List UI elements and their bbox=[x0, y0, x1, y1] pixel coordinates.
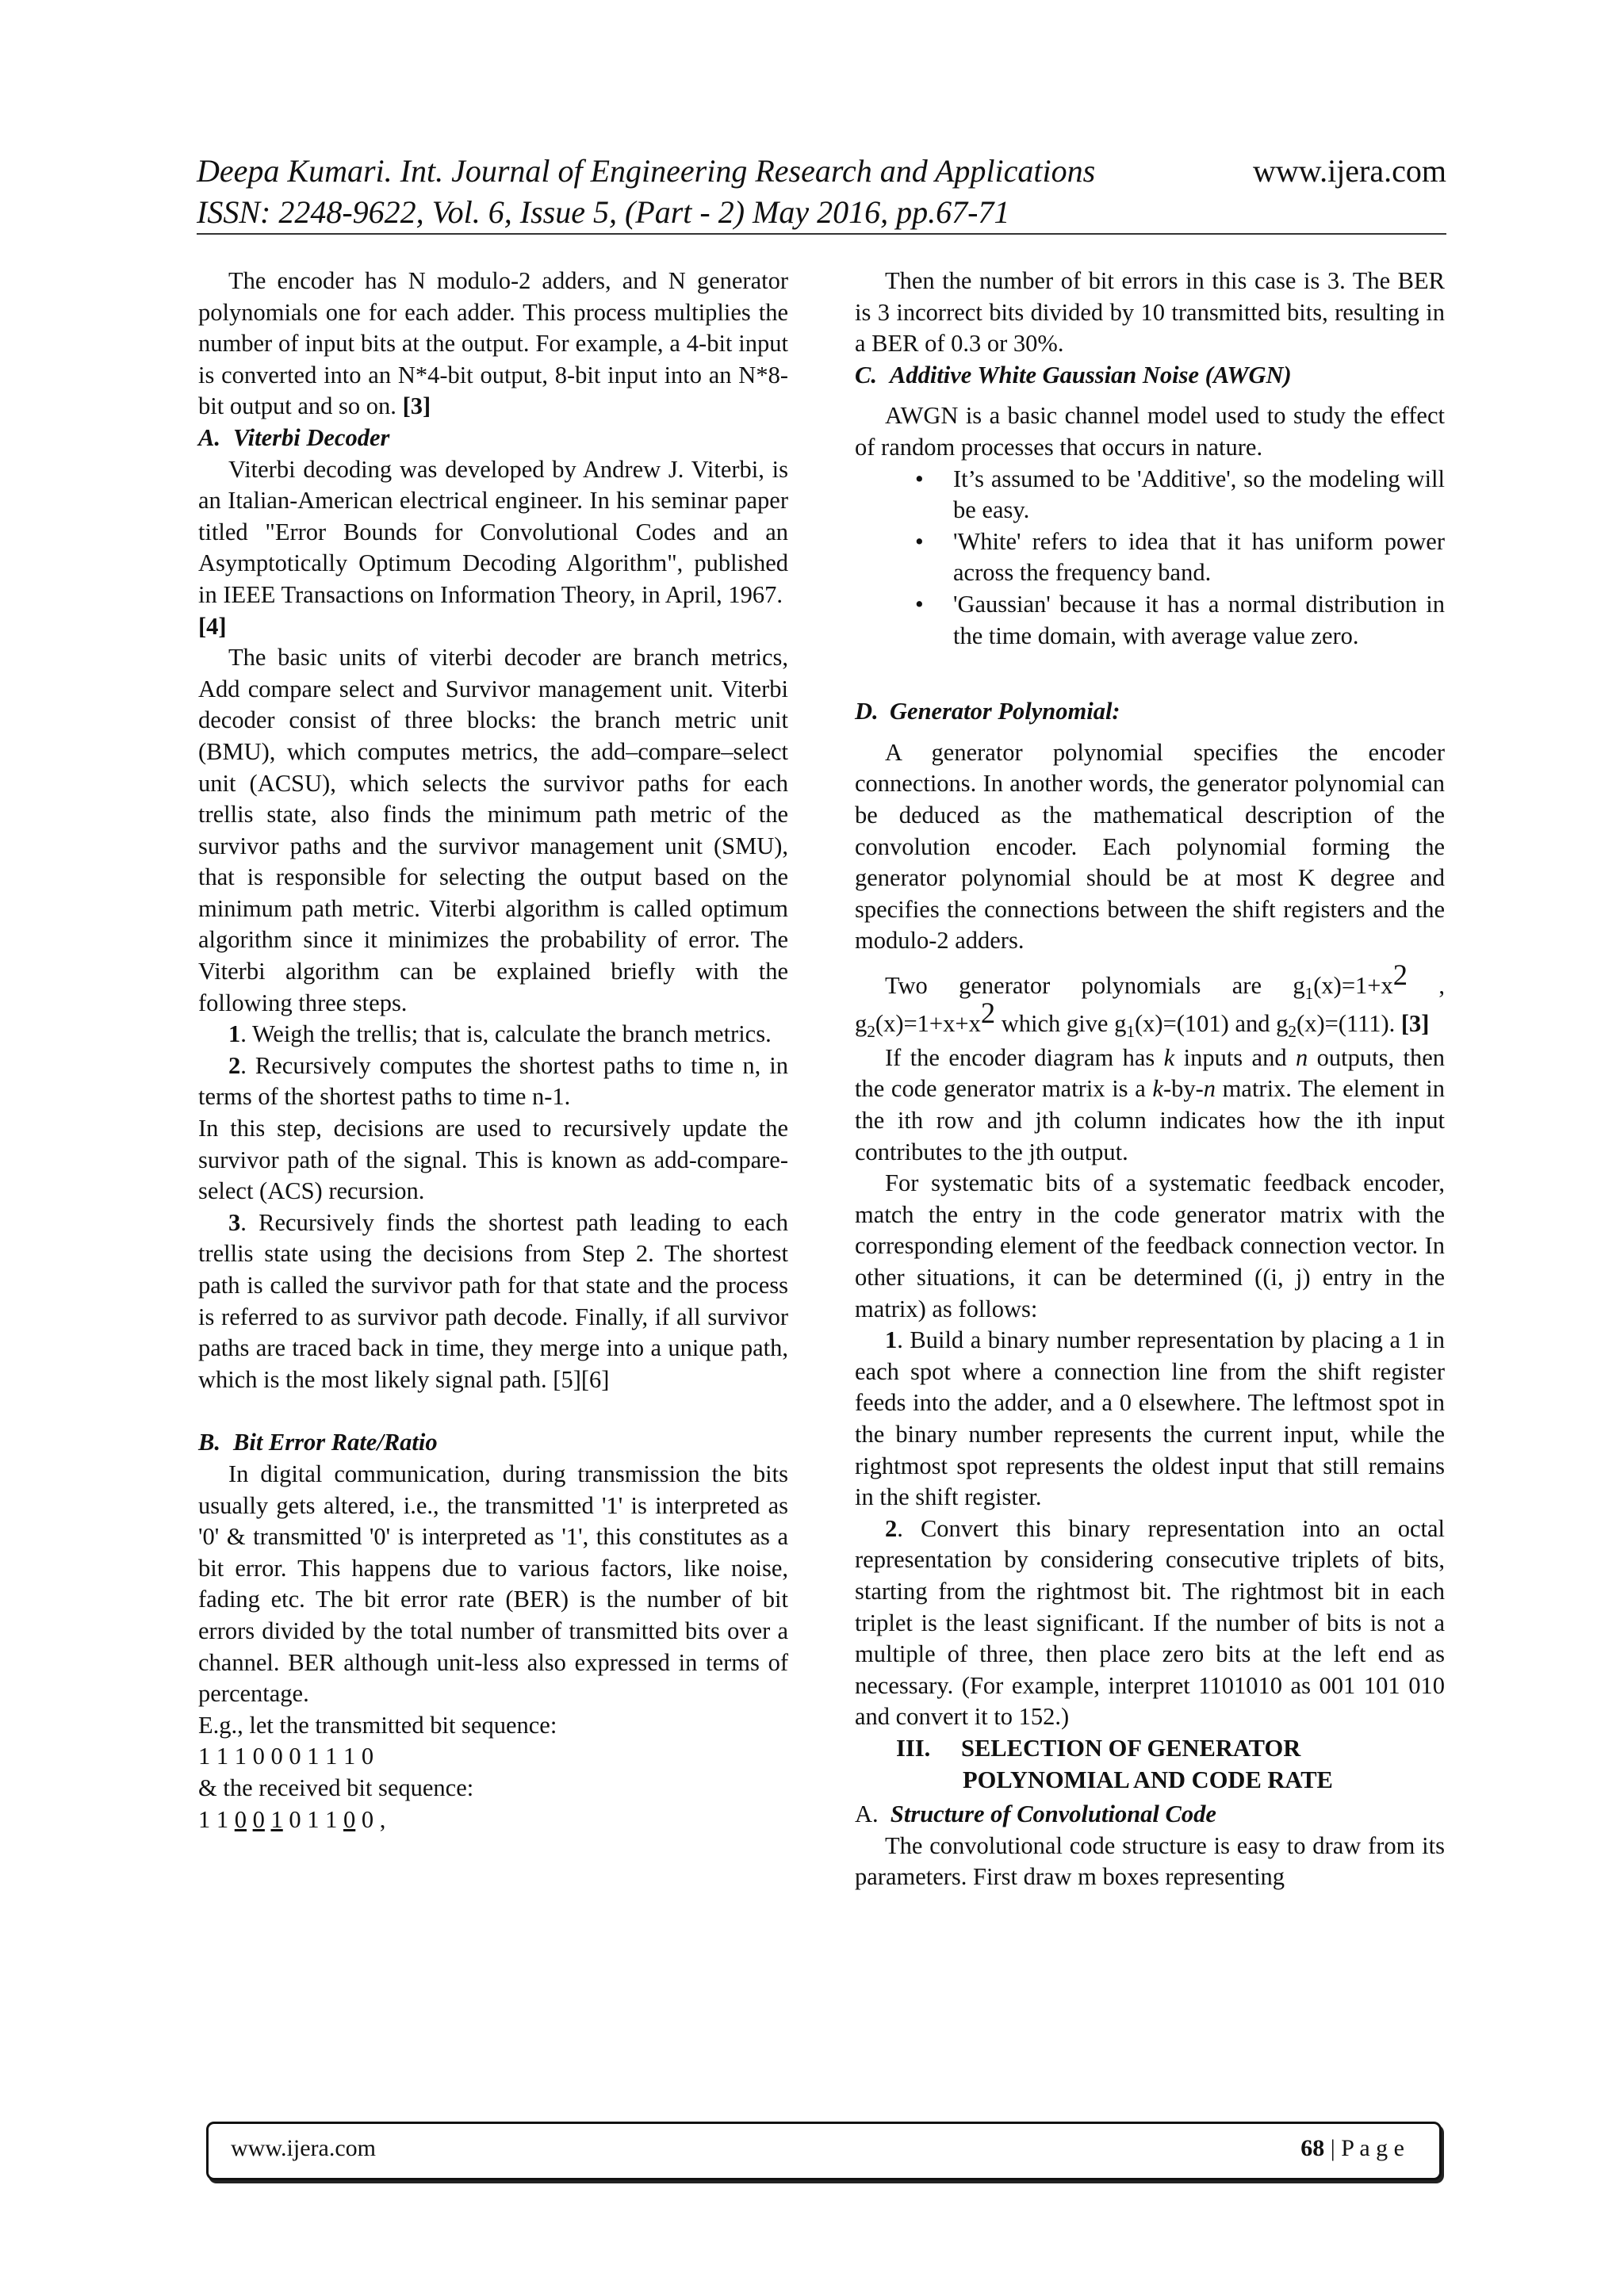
systematic-feedback-paragraph: For systematic bits of a systematic feedback encoder, match the entry in the code generator matrix with the corresponding element of the feedback connection vector. In other situations, it can be determined ((i, j) entry in the matrix) as follows: bbox=[855, 1169, 1445, 1322]
bullet-icon: • bbox=[915, 527, 924, 555]
transmitted-sequence: 1 1 1 0 0 0 1 1 1 0 bbox=[198, 1743, 374, 1770]
header-row-1 bbox=[197, 151, 1446, 192]
received-line: & the received bit sequence: bbox=[198, 1774, 474, 1801]
binary-step-1: 1. Build a binary number representation by placing a 1 in each spot where a connection line from the shift register feeds into the adder, and a 0 elsewhere. The leftmost spot in the binary number represents the current input, while the rightmost spot represents the oldest input that still remains in the shift register. bbox=[855, 1326, 1445, 1511]
header-rule bbox=[197, 233, 1446, 235]
bullet-icon: • bbox=[915, 590, 924, 618]
viterbi-step-1: 1. Weigh the trellis; that is, calculate the branch metrics. bbox=[228, 1020, 772, 1048]
octal-step-2: 2. Convert this binary representation into an octal representation by considering consecutive triplets of bits, starting from the rightmost bit. The rightmost bit in each triplet is the least significant. If the number of bits is not a multiple of three, then place zero bits at the left end as necessary. (For example, interpret 1101010 as 001 101 010 and convert it to 152.) bbox=[855, 1514, 1445, 1731]
error-bit: 0 bbox=[234, 1805, 247, 1833]
bullet-icon: • bbox=[915, 465, 924, 492]
section-c-heading: C. Additive White Gaussian Noise (AWGN) bbox=[855, 361, 1292, 388]
bullet-additive: • It’s assumed to be 'Additive', so the modeling will be easy. bbox=[915, 465, 1445, 524]
error-bit: 0 bbox=[343, 1805, 356, 1833]
journal-website[interactable]: www.ijera.com bbox=[1253, 153, 1446, 189]
page-footer bbox=[206, 2122, 1442, 2180]
section-d-heading: D. Generator Polynomial: bbox=[855, 698, 1120, 725]
encoder-paragraph: The encoder has N modulo-2 adders, and N generator polynomials one for each adder. This process multiplies the number of input bits at the output. For example, a 4-bit input is converted into an N*4-bit output, 8-bit input into an N*8- bit output and so on. [3] bbox=[198, 267, 788, 420]
footer-website[interactable]: www.ijera.com bbox=[231, 2135, 376, 2161]
viterbi-step-2: 2. Recursively computes the shortest paths to time n, in terms of the shortest paths to time n-1. bbox=[198, 1051, 788, 1111]
journal-title: Deepa Kumari. Int. Journal of Engineering Research and Applications bbox=[197, 153, 1096, 189]
bullet-gaussian: • 'Gaussian' because it has a normal distribution in the time domain, with average value zero. bbox=[915, 590, 1445, 649]
viterbi-history-paragraph: Viterbi decoding was developed by Andrew J. Viterbi, is an Italian-American electrical engineer. In his seminar paper titled "Error Bounds for Convolutional Codes and an Asymptotically Optimum Decoding Algorithm", published in IEEE Transactions on Information Theory, in April, 1967. [4] bbox=[198, 455, 788, 640]
section-3-heading: III. SELECTION OF GENERATOR POLYNOMIAL AND CODE RATE bbox=[896, 1734, 1333, 1793]
eg-line: E.g., let the transmitted bit sequence: bbox=[198, 1711, 557, 1739]
section-b-heading: B. Bit Error Rate/Ratio bbox=[198, 1429, 438, 1456]
ber-continuation: Then the number of bit errors in this case is 3. The BER is 3 incorrect bits divided by 10 transmitted bits, resulting in a BER of 0.3 or 30%. bbox=[855, 267, 1445, 358]
generator-matrix-paragraph: If the encoder diagram has k inputs and n outputs, then the code generator matrix is a k-by-n matrix. The element in the ith row and jth column indicates how the ith input contributes to the jth output. bbox=[855, 1043, 1446, 1165]
bullet-white: • 'White' refers to idea that it has uniform power across the frequency band. bbox=[915, 527, 1445, 587]
viterbi-step-2-detail: In this step, decisions are used to recursively update the survivor path of the signal. This is known as add-compare-select (ACS) recursion. bbox=[198, 1115, 788, 1205]
right-column bbox=[855, 266, 1445, 1893]
issue-line: ISSN: 2248-9622, Vol. 6, Issue 5, (Part - 2) May 2016, pp.67-71 bbox=[197, 194, 1010, 230]
ref-4[interactable]: [4] bbox=[198, 612, 227, 640]
received-sequence: 1 1 0 0 1 0 1 1 0 0 , bbox=[198, 1805, 386, 1833]
awgn-paragraph: AWGN is a basic channel model used to study the effect of random processes that occurs in nature. bbox=[855, 402, 1445, 461]
left-column bbox=[198, 266, 788, 1835]
section-a-heading: A. Viterbi Decoder bbox=[198, 423, 390, 451]
error-bit: 0 bbox=[252, 1805, 265, 1833]
structure-paragraph: The convolutional code structure is easy to draw from its parameters. First draw m boxes representing bbox=[855, 1831, 1445, 1891]
generator-polynomial-paragraph: A generator polynomial specifies the encoder connections. In another words, the generator polynomial can be deduced as the mathematical description of the convolution encoder. Each polynomial forming the generator polynomial should be at most K degree and specifies the connections between the shift registers and the modulo-2 adders. bbox=[855, 738, 1445, 955]
ref-3[interactable]: [3] bbox=[1400, 1009, 1430, 1037]
page-number: 68 | P a g e bbox=[1300, 2135, 1404, 2161]
viterbi-units-paragraph: The basic units of viterbi decoder are branch metrics, Add compare select and Survivor management unit. Viterbi decoder consist of three blocks: the branch metric unit (BMU), which computes metrics, the add–compare–select unit (ACSU), which selects the survivor paths for each trellis state, also finds the minimum path metric of the survivor paths and the survivor management unit (SMU), that is responsible for selecting the output based on the minimum path metric. Viterbi algorithm is called optimum algorithm since it minimizes the probability of error. The Viterbi algorithm can be explained briefly with the following three steps. bbox=[198, 644, 788, 1016]
polynomial-example-paragraph: Two generator polynomials are $g_1(x)=1+x2$ , $g_2(x)=1+x+x2$ which give $g_1(x)=(101)$ and $g_2(x)=(111)$. [3] bbox=[855, 958, 1445, 1041]
subsection-a-heading: A. Structure of Convolutional Code bbox=[855, 1800, 1216, 1828]
ref-3[interactable]: [3] bbox=[402, 392, 431, 420]
awgn-bullet-list bbox=[855, 464, 1445, 652]
viterbi-step-3: 3. Recursively finds the shortest path leading to each trellis state using the decisions from Step 2. The shortest path is called the survivor path for that state and the process is referred to as survivor path decode. Finally, if all survivor paths are traced back in time, they merge into a unique path, which is the most likely signal path. [5][6] bbox=[198, 1208, 788, 1393]
error-bit: 1 bbox=[270, 1805, 283, 1833]
ber-paragraph: In digital communication, during transmission the bits usually gets altered, i.e., the transmitted '1' is interpreted as '0' & transmitted '0' is interpreted as '1', this constitutes as a bit error. This happens due to various factors, like noise, fading etc. The bit error rate (BER) is the number of bit errors divided by the total number of transmitted bits over a channel. BER although unit-less also expressed in terms of percentage. bbox=[198, 1460, 788, 1708]
page-header bbox=[197, 151, 1446, 233]
